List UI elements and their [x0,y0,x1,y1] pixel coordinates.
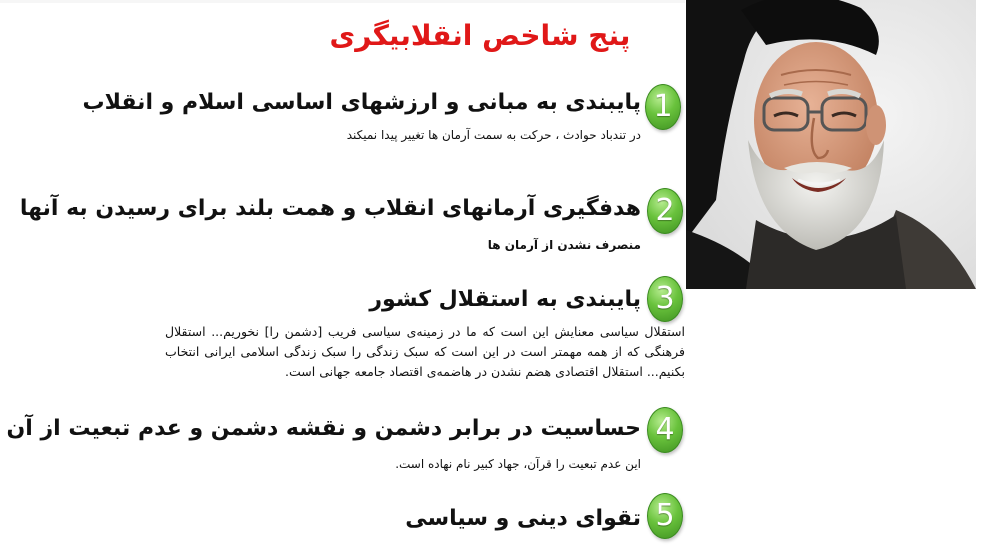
item-2-subtext: منصرف نشدن از آرمان ها [487,238,641,252]
portrait-illustration [686,0,976,289]
slide-top-edge [0,0,685,3]
item-2-heading: هدفگیری آرمانهای انقلاب و همت بلند برای رسیدن به آنها [19,196,641,221]
number-badge-5: 5 [647,493,683,539]
item-3-paragraph: استقلال سیاسی معنایش این است که ما در زمینه‌ی سیاسی فریب [دشمن را] نخوریم... استقلال فرهنگی که از همه مهمتر است در این است که سبک زندگی را سبک زندگی اسلامی ایرانی انتخاب بکنیم... استقلال اقتصادی هضم نشدن در هاضمه‌ی اقتصاد جامعه جهانی است. [165,324,685,379]
number-badge-4: 4 [647,407,683,453]
number-badge-1: 1 [645,84,681,130]
item-4-heading: حساسیت در برابر دشمن و نقشه دشمن و عدم تبعیت از آن [6,416,641,441]
item-1-heading: پایبندی به مبانی و ارزشهای اساسی اسلام و انقلاب [82,90,641,115]
portrait-photo [686,0,976,289]
item-3-heading: پایبندی به استقلال کشور [369,287,641,312]
number-badge-3: 3 [647,276,683,322]
number-badge-2: 2 [647,188,683,234]
item-1-subtext: در تندباد حوادث ، حرکت به سمت آرمان ها تغییر پیدا نمیکند [346,128,641,142]
slide-title: پنج شاخص انقلابیگری [329,19,631,52]
item-4-subtext: این عدم تبعیت را قرآن، جهاد کبیر نام نهاده است. [395,457,641,471]
item-5-heading: تقوای دینی و سیاسی [405,506,641,531]
